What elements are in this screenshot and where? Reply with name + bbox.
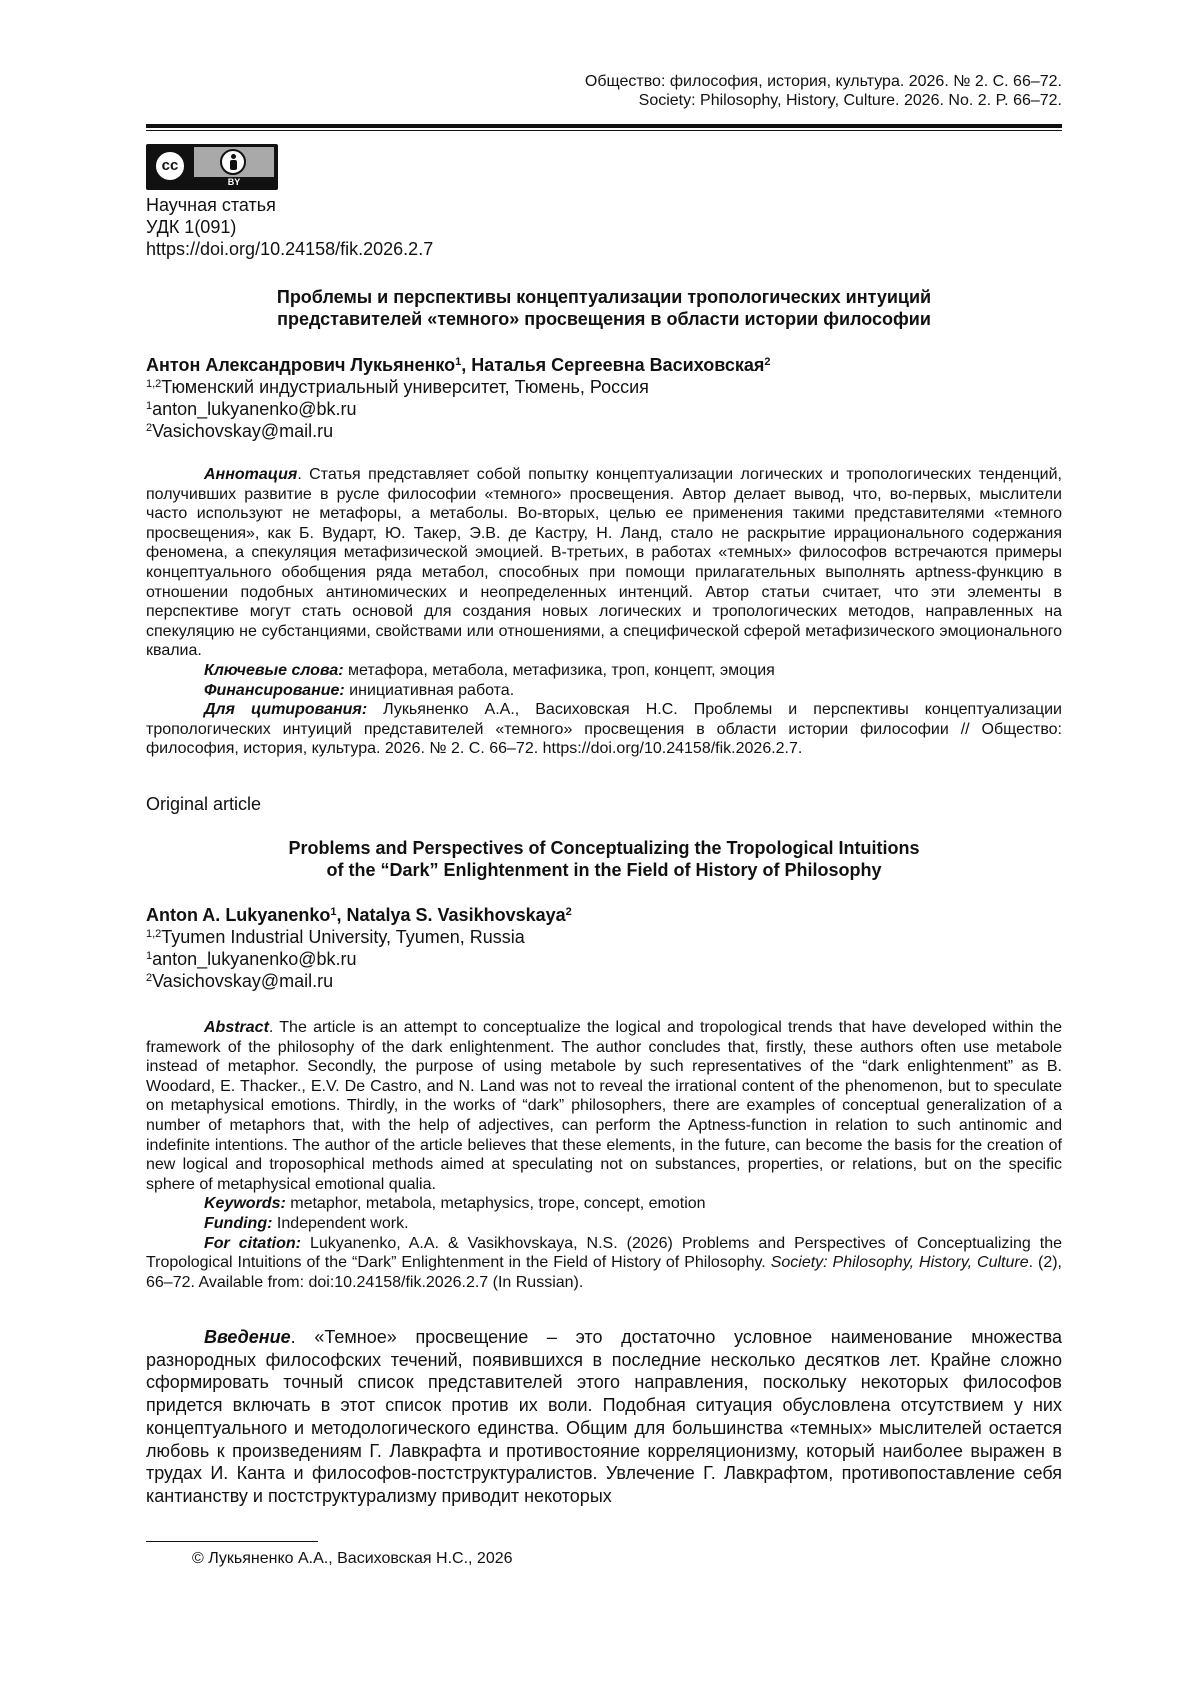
keywords-en-label: Keywords: [204,1195,286,1213]
header-rule-thick [146,124,1062,128]
citation-en-a: Lukyanenko, A.A. & Vasikhovskaya, N.S. (2026) Problems and Perspectives of Conceptualizing the Tropological Intuitions of the “Dark” Enlightenment in the Field of History of Philosophy. [146,1234,1063,1272]
email-1-ru[interactable]: anton_lukyanenko@bk.ru [152,399,357,419]
keywords-ru-label: Ключевые слова: [204,661,344,679]
affiliation-ru-sup: 1,2 [146,378,162,390]
citation-ru-label: Для цитирования: [204,701,368,719]
authors-en-separator: , [336,905,347,925]
abstract-ru-label: Аннотация [204,466,298,483]
cc-icon: cc [153,149,187,183]
abstract-ru-block [146,465,1062,759]
email-2-en-sup: 2 [146,972,153,984]
affiliation-en [146,926,525,992]
introduction-block [146,1326,1062,1508]
article-type-en: Original article [146,794,262,814]
funding-en-label: Funding: [204,1214,273,1232]
footnote-rule [146,1541,318,1542]
by-label: BY [194,177,274,187]
email-2-en[interactable]: Vasichovskay@mail.ru [152,971,334,991]
introduction-text: . «Темное» просвещение – это достаточно условное наименование множества разнородных философских течений, появившихся в последние несколько десятков лет. Крайне сложно сформировать точный список представителей этого направления, поскольку некоторых философов придется включать в этот список против их воли. Подобная ситуация обусловлена отсутствием у них концептуального и методологического единства. Общим для большинства «темных» мыслителей остается любовь к произведениям Г. Лавкрафта и противостояние корреляционизму, который наиболее выражен в трудах И. Канта и философов-постструктуралистов. Увлечение Г. Лавкрафтом, противопоставление себя кантианству и постструктурализму приводит некоторых [146,1327,1062,1506]
author-2-en-sup: 2 [565,906,572,918]
funding-ru: инициативная работа. [344,681,515,699]
email-1-en[interactable]: anton_lukyanenko@bk.ru [152,949,357,969]
by-panel [194,147,274,187]
email-2-ru-sup: 2 [146,422,153,434]
authors-en [146,904,572,926]
affiliation-en-text: Tyumen Industrial University, Tyumen, Russia [161,927,525,947]
funding-ru-label: Финансирование: [204,681,345,699]
title-en-line-2: of the “Dark” Enlightenment in the Field of History of Philosophy [326,860,882,880]
title-en [146,837,1062,881]
abstract-en-text: . The article is an attempt to conceptualize the logical and tropological trends that have developed within the framework of the philosophy of the dark enlightenment. The author concludes that, firstly, these authors often use metabole instead of metaphor. Secondly, the purpose of using metabole by such representatives of the “dark enlightenment” as B. Woodard, E. Thacker., E.V. De Castro, and N. Land was not to reveal the irrational content of the phenomenon, but to speculate on metaphysical emotions. Thirdly, in the works of “dark” philosophers, there are examples of conceptual generalization of a number of metaphors that, with the help of adjectives, can perform the Aptness-function in relation to such antinomic and indefinite intentions. The author of the article believes that these elements, in the future, can become the basis for the creation of new logical and troposophical methods aimed at speculating not on substances, properties, or relations, but on the specific sphere of metaphysical emotional qualia. [146,1019,1062,1193]
keywords-ru: метафора, метабола, метафизика, троп, концепт, эмоция [343,661,775,679]
email-1-en-sup: 1 [146,950,153,962]
keywords-en: metaphor, metabola, metaphysics, trope, concept, emotion [285,1195,706,1213]
person-icon [220,149,246,175]
author-1-ru-sup: 1 [455,356,462,368]
doi-link[interactable]: https://doi.org/10.24158/fik.2026.2.7 [146,239,434,259]
title-ru-line-1: Проблемы и перспективы концептуализации тропологических интуиций [276,287,932,307]
authors-ru-separator: , [461,355,472,375]
title-ru-line-2: представителей «темного» просвещения в области истории философии [277,309,931,329]
journal-header-en: Society: Philosophy, History, Culture. 2026. No. 2. P. 66–72. [638,92,1062,109]
funding-en: Independent work. [272,1214,409,1232]
title-ru [146,286,1062,330]
journal-header [585,72,1062,110]
citation-ru: Лукьяненко А.А., Васиховская Н.С. Проблемы и перспективы концептуализации тропологических интуиций представителей «темного» просвещения в области истории философии // Общество: философия, история, культура. 2026. № 2. С. 66–72. https://doi.org/10.24158/fik.2026.2.7. [146,701,1062,758]
author-1-en-sup: 1 [330,906,337,918]
affiliation-ru-text: Тюменский индустриальный университет, Тюмень, Россия [161,377,649,397]
author-1-ru: Антон Александрович Лукьяненко [146,355,456,375]
author-2-en: Natalya S. Vasikhovskaya [346,905,566,925]
article-meta-ru [146,194,433,260]
journal-header-ru: Общество: философия, история, культура. 2026. № 2. С. 66–72. [584,73,1062,90]
citation-en-label: For citation: [204,1234,301,1252]
abstract-en-label: Abstract [204,1019,269,1036]
affiliation-en-sup: 1,2 [146,928,162,940]
udk-code: УДК 1(091) [146,217,237,237]
abstract-en-block [146,1018,1062,1292]
abstract-ru-text: . Статья представляет собой попытку концептуализации логических и тропологических тенденций, получивших развитие в русле философии «темного» просвещения. Автор делает вывод, что, во-первых, мыслители часто используют не метафоры, а метаболы. Во-вторых, целью ее применения такими представителями «темного просвещения», как Б. Вударт, Ю. Такер, Э.В. де Кастру, Н. Ланд, стало не раскрытие иррационального содержания феномена, а спекуляция метафизической эмоцией. В-третьих, в работах «темных» философов встречаются примеры концептуального обобщения ряда метабол, способных при помощи прилагательных выполнять aptness-функцию в отношении подобных антиномических и неопределенных интенций. Автор статьи считает, что эти элементы в перспективе могут стать основой для создания новых логических и тропологических методов, направленных на спекуляцию не субстанциями, свойствами или отношениями, а специфической сферой метафизического эмоционального квалиа. [146,466,1062,660]
author-2-ru: Наталья Сергеевна Васиховская [471,355,765,375]
article-type-ru: Научная статья [146,195,276,215]
email-1-ru-sup: 1 [146,400,153,412]
affiliation-ru [146,376,649,442]
header-rule-thin [146,130,1062,131]
author-2-ru-sup: 2 [764,356,771,368]
citation-en-journal: Society: Philosophy, History, Culture [770,1254,1029,1272]
cc-by-license-icon [146,144,278,190]
email-2-ru[interactable]: Vasichovskay@mail.ru [152,421,334,441]
author-1-en: Anton A. Lukyanenko [146,905,331,925]
title-en-line-1: Problems and Perspectives of Conceptualizing the Tropological Intuitions [288,838,920,858]
introduction-label: Введение [204,1327,291,1347]
authors-ru [146,354,771,376]
copyright-footnote: © Лукьяненко А.А., Васиховская Н.С., 2026 [192,1550,513,1567]
citation-en-b: . (2), 66–72. Available from: doi:10.24158/fik.2026.2.7 (In Russian). [146,1254,1063,1291]
